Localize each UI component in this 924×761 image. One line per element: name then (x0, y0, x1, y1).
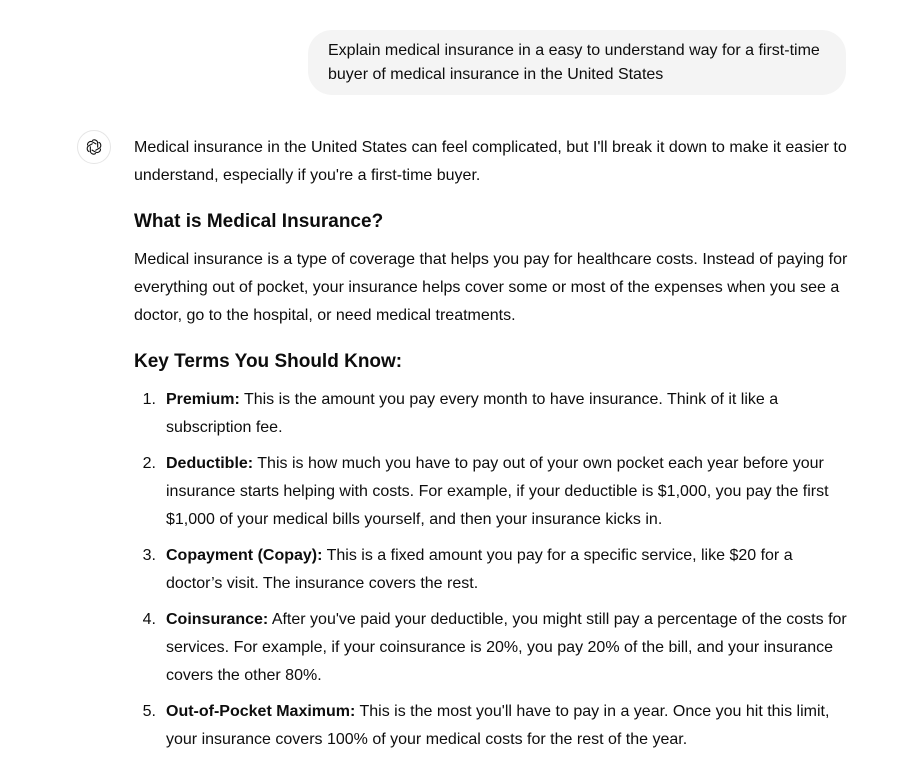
list-item-term: Copayment (Copay): (166, 547, 323, 564)
list-item-text: This is a fixed amount you pay for a specific service, like $20 for a doctor’s visit. The insurance covers the rest. (166, 547, 793, 592)
list-item-number: 1. (142, 391, 156, 408)
list-item-term: Coinsurance: (166, 611, 269, 628)
list-item (134, 606, 850, 690)
list-item-number: 4. (142, 611, 156, 628)
list-item-term: Out-of-Pocket Maximum: (166, 703, 356, 720)
list-item-text: After you've paid your deductible, you might still pay a percentage of the costs for services. For example, if your coinsurance is 20%, you pay 20% of the bill, and your insurance covers the other 80%. (166, 611, 847, 684)
list-item-text: This is how much you have to pay out of your own pocket each year before your insurance starts helping with costs. For example, if your deductible is $1,000, you pay the first $1,000 of your medical bills yourself, and then your insurance kicks in. (166, 455, 829, 528)
section-body-what-is: Medical insurance is a type of coverage that helps you pay for healthcare costs. Instead of paying for everything out of pocket, your insurance helps cover some or most of the expenses when you see a doctor, go to the hospital, or need medical treatments. (134, 251, 848, 324)
assistant-intro: Medical insurance in the United States can feel complicated, but I'll break it down to make it easier to understand, especially if you're a first-time buyer. (134, 139, 847, 184)
list-item-number: 5. (142, 703, 156, 720)
openai-logo-icon (84, 137, 104, 157)
list-item-term: Deductible: (166, 455, 254, 472)
key-terms-list (134, 386, 850, 754)
list-item-number: 2. (142, 455, 156, 472)
list-item-text: This is the amount you pay every month to have insurance. Think of it like a subscription fee. (166, 391, 779, 436)
list-item-text: This is the most you'll have to pay in a year. Once you hit this limit, your insurance covers 100% of your medical costs for the rest of the year. (166, 703, 830, 748)
user-message-bubble (308, 30, 846, 95)
list-item-term: Premium: (166, 391, 240, 408)
section-heading-key-terms: Key Terms You Should Know: (134, 351, 403, 372)
list-item (134, 450, 850, 534)
assistant-message (134, 134, 850, 761)
list-item (134, 386, 850, 442)
list-item (134, 542, 850, 598)
assistant-avatar (77, 130, 111, 164)
list-item-number: 3. (142, 547, 156, 564)
user-message-text: Explain medical insurance in a easy to understand way for a first-time buyer of medical insurance in the United States (328, 42, 820, 83)
list-item (134, 698, 850, 754)
section-heading-what-is: What is Medical Insurance? (134, 211, 384, 232)
